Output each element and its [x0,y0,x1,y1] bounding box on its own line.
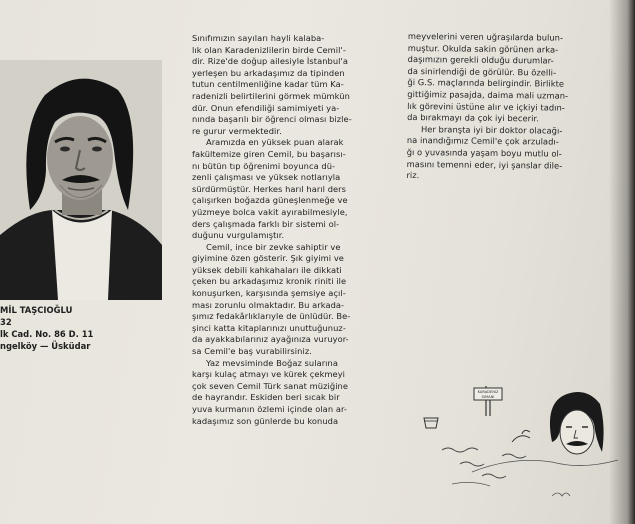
text-line: da bırakmayı da çok iyi becerir. [407,112,539,124]
text-line: lık olan Karadenizlilerin birde Cemil'- [192,44,346,55]
signpost-icon [474,386,502,416]
text-line: dür. Onun efendiliği samimiyeti ya- [192,102,340,113]
text-line: riz. [406,170,420,181]
caption-district: ngelköy — Üsküdar [0,341,91,351]
text-line: karşı kulaç atmayı ve kürek çekmeyi [192,369,346,380]
text-line: giyimine özen gösterir. Şık giyimi ve [192,253,344,264]
portrait-photo [0,60,162,300]
text-line: şımız fedakârlıklarıyle de ünlüdür. Be- [192,311,351,322]
text-line: sürdürmüştür. Herkes harıl harıl ders [192,183,347,194]
text-line: na inandığımız Cemil'e çok arzuladı- [406,135,559,147]
cartoon-drawing [412,372,622,502]
paragraph [407,31,608,126]
text-line: dir. Rize'de doğup ailesiyle İstanbul'a [192,56,348,67]
text-line: lık görevini üstüne alır ve içkiyi tadın- [407,100,565,113]
text-line: duğunu vurgulamıştır. [192,230,285,241]
text-line: kadaşımız son günlerde bu konuda [192,415,339,426]
text-line: nında başarılı bir öğrenci olması bizle- [192,114,352,125]
text-line: masını temenni eder, iyi şanslar dile- [406,158,563,171]
text-line: Cemil, ince bir zevke sahiptir ve [206,241,341,252]
text-line: yerleşen bu arkadaşımız da tipinden [192,67,345,78]
right-text-column [406,31,608,184]
caption-address: lk Cad. No. 86 D. 11 [0,329,94,339]
text-line: daşımızın gerekli olduğu durumlar- [407,54,554,66]
text-line: Her branşta iyi bir doktor olacağı- [420,123,563,136]
caption-code: 32 [0,317,12,327]
text-line: da ayakkabılarınız ayağınıza vuruyor- [192,334,349,345]
paragraph [406,124,607,184]
text-line: fakültemize giren Cemil, bu başarısı- [192,148,346,159]
text-line: nı bütün tıp öğrenimi boyunca dü- [192,160,336,171]
sign-text-line2: SIMANI [481,395,495,399]
text-line: şinci katta kitaplarınızı unuttuğunuz- [192,322,346,333]
text-line: yuva kurmanın özlemi içinde olan ar- [192,404,347,414]
paragraph [192,137,398,241]
swimmer-caricature [550,392,604,454]
text-line: sa Cemil'e baş vurabilirsiniz. [192,346,312,357]
text-line: çalışırken boğazda güneşlenmeğe ve [192,195,348,206]
paragraph [192,33,398,137]
text-line: Sınıfımızın sayıları hayli kalaba- [192,33,325,43]
paragraph [192,358,398,428]
caption-name: MİL TAŞCIOĞLU [0,305,73,315]
text-line: ders çalışmada farklı bir sistemi ol- [192,218,340,229]
portrait-illustration [0,60,162,300]
sign-text: KARADENIZ [477,390,499,394]
text-line: konuşurken, karşısında şemsiye açıl- [192,288,346,299]
text-line: çeken bu arkadaşımız kronik riniti ile [192,276,347,287]
text-line: Yaz mevsiminde Boğaz sularına [206,357,338,368]
text-line: ği G.S. maçlarında belirgindir. Birlikte [407,77,565,90]
text-line: radenizli belirtilerini görmek mümkün [192,90,350,101]
text-line: yüksek debili kahkahaları ile dikkati [192,264,342,275]
text-line: gittiğimiz pasajda, daima mali uzman- [407,88,569,101]
page-binding-shadow [609,0,635,524]
text-line: zenli çalışması ve yüksek notlarıyla [192,172,341,183]
paragraph [192,242,398,358]
text-line: ğı o yuvasında yaşam boyu mutlu ol- [406,146,562,159]
text-line: tutun centilmenliğine kadar tüm Ka- [192,79,344,90]
text-line: Aramızda en yüksek puan alarak [206,137,344,148]
text-line: re gurur vermektedir. [192,125,282,136]
bucket-icon [424,418,438,428]
text-line: meyvelerini veren uğraşılarda bulun- [407,31,564,43]
text-line: da sinirlendiği de görülür. Bu özelli- [407,65,557,78]
text-line: çok seven Cemil Türk sanat müziğine [192,380,349,391]
middle-text-column [192,33,398,427]
text-line: muştur. Okulda sakin görünen arka- [407,42,559,55]
text-line: ması zorunlu olmaktadır. Bu arkada- [192,299,345,310]
photo-caption [0,304,170,352]
text-line: yüzmeye bolca vakit ayırabilmesiyle, [192,206,348,217]
text-line: de hayrandır. Eskiden beri sıcak bir [192,392,340,403]
